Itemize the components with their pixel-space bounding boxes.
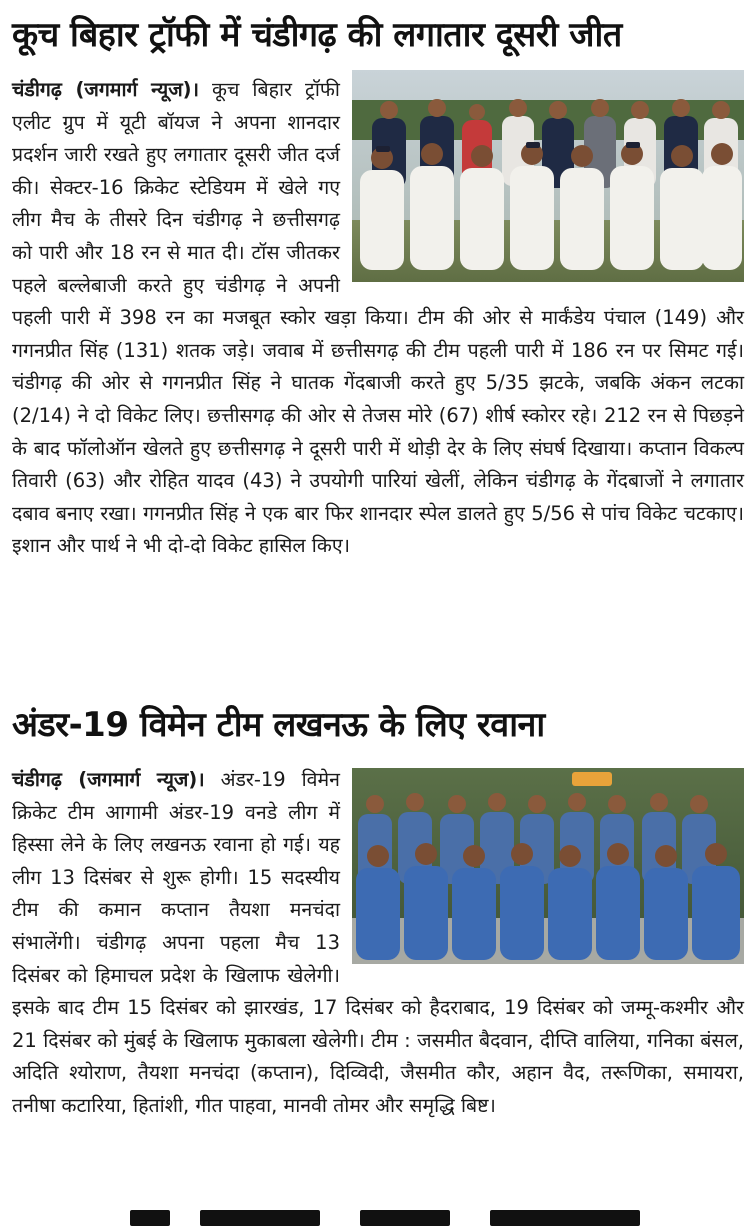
cricket-team-photo-icon [352, 70, 744, 282]
headline: कूच बिहार ट्रॉफी में चंडीगढ़ की लगातार दूसरी जीत [12, 15, 622, 55]
dateline: चंडीगढ़ (जगमार्ग न्यूज)। [12, 78, 199, 101]
women-team-photo-icon [352, 768, 744, 964]
article-coochbehar [12, 12, 744, 563]
headline: अंडर-19 विमेन टीम लखनऊ के लिए रवाना [12, 705, 545, 745]
dateline: चंडीगढ़ (जगमार्ग न्यूज)। [12, 768, 205, 791]
article-text: कूच बिहार ट्रॉफी एलीट ग्रुप में यूटी बॉयज ने अपना शानदार प्रदर्शन जारी रखते हुए लगातार दूसरी जीत दर्ज की। सेक्टर-16 क्रिकेट स्टेडियम में खेले गए लीग मैच के तीसरे दिन चंडीगढ़ ने छत्तीसगढ़ को पारी और 18 रन से मात दी। टॉस जीतकर पहले बल्लेबाजी करते हुए चंडीगढ़ ने अपनी पहली पारी में 398 रन का मजबूत स्कोर खड़ा किया। टीम की ओर से मार्कंडेय पंचाल (149) और गगनप्रीत सिंह (131) शतक जड़े। जवाब में छत्तीसगढ़ की टीम पहली पारी में 186 रन पर सिमट गई। चंडीगढ़ की ओर से गगनप्रीत सिंह ने घातक गेंदबाजी करते हुए 5/35 झटके, जबकि अंकन लटका (2/14) ने दो विकेट लिए। छत्तीसगढ़ की ओर से तेजस मोरे (67) शीर्ष स्कोरर रहे। 212 रन से पिछड़ने के बाद फॉलोऑन खेलते हुए छत्तीसगढ़ ने दूसरी पारी में थोड़ी देर के लिए संघर्ष दिखाया। कप्तान विकल्प तिवारी (63) और रोहित यादव (43) ने उपयोगी पारियां खेलीं, लेकिन चंडीगढ़ के गेंदबाजों ने लगातार दबाव बनाए रखा। गगनप्रीत सिंह ने एक बार फिर शानदार स्पेल डालते हुए 5/56 से पांच विकेट चटकाए। इशान और पार्थ ने भी दो-दो विकेट हासिल किए। [12, 78, 744, 558]
next-headline-cutoff [130, 1196, 690, 1226]
team-photo-women [352, 768, 744, 964]
article-text: अंडर-19 विमेन क्रिकेट टीम आगामी अंडर-19 वनडे लीग में हिस्सा लेने के लिए लखनऊ रवाना हो गई। यह लीग 13 दिसंबर से शुरू होगी। 15 सदस्यीय टीम की कमान कप्तान तैयशा मनचंदा संभालेंगी। चंडीगढ़ अपना पहला मैच 13 दिसंबर को हिमाचल प्रदेश के खिलाफ खेलेगी। इसके बाद टीम 15 दिसंबर को झारखंड, 17 दिसंबर को हैदराबाद, 19 दिसंबर को जम्मू-कश्मीर और 21 दिसंबर को मुंबई के खिलाफ मुकाबला खेलेगी। टीम : जसमीत बैदवान, दीप्ति वालिया, गनिका बंसल, अदिति श्योराण, तैयशा मनचंदा (कप्तान), दिव्विदी, जैसमीत कौर, अहान वैद, तरूणिका, समायरा, तनीषा कटारिया, हितांशी, गीत पाहवा, मानवी तोमर और समृद्धि बिष्ट। [12, 768, 744, 1117]
team-photo-boys [352, 70, 744, 282]
article-under19-women [12, 702, 744, 1123]
